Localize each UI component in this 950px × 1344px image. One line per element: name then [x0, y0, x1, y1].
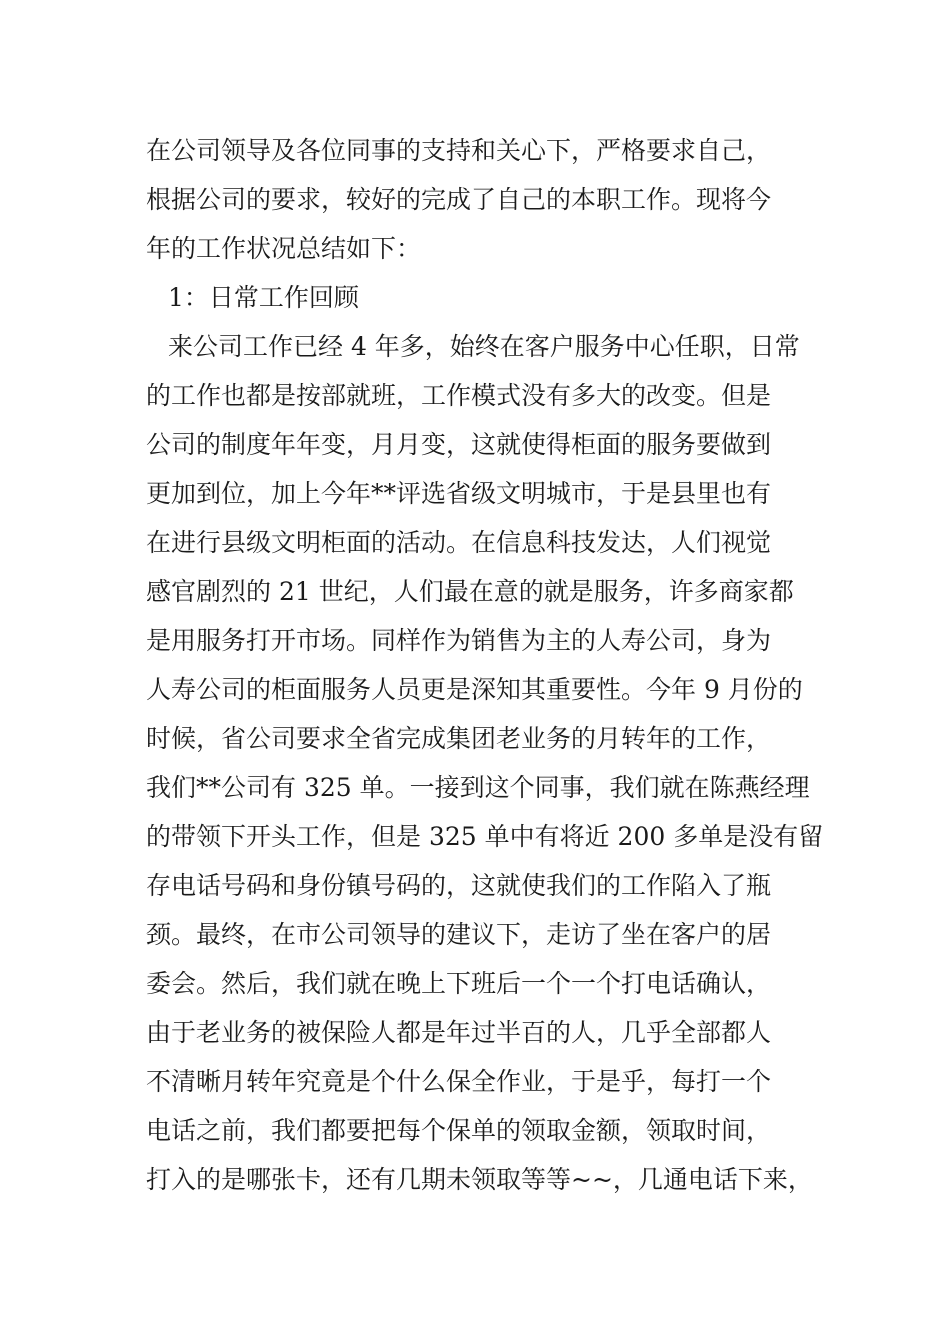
text-line: 不清晰月转年究竟是个什么保全作业，于是乎，每打一个 — [146, 1067, 772, 1096]
text-line: 根据公司的要求，较好的完成了自己的本职工作。现将今 — [146, 185, 772, 214]
text-line: 颈。最终，在市公司领导的建议下，走访了坐在客户的居 — [146, 920, 772, 949]
text-line: 我们**公司有 325 单。一接到这个同事，我们就在陈燕经理 — [146, 773, 810, 802]
text-line: 感官剧烈的 21 世纪，人们最在意的就是服务，许多商家都 — [146, 577, 794, 606]
text-line: 年的工作状况总结如下： — [146, 234, 422, 263]
section-heading: 1：日常工作回顾 — [168, 283, 359, 312]
text-line: 在进行县级文明柜面的活动。在信息科技发达，人们视觉 — [146, 528, 772, 557]
document-body — [146, 126, 826, 1204]
text-line: 来公司工作已经 4 年多，始终在客户服务中心任职，日常 — [168, 332, 800, 361]
text-line: 打入的是哪张卡，还有几期未领取等等~~，几通电话下来， — [146, 1165, 813, 1194]
text-line: 委会。然后，我们就在晚上下班后一个一个打电话确认， — [146, 969, 772, 998]
text-line: 是用服务打开市场。同样作为销售为主的人寿公司，身为 — [146, 626, 772, 655]
text-line: 人寿公司的柜面服务人员更是深知其重要性。今年 9 月份的 — [146, 675, 803, 704]
text-line: 时候，省公司要求全省完成集团老业务的月转年的工作， — [146, 724, 772, 753]
text-line: 电话之前，我们都要把每个保单的领取金额，领取时间， — [146, 1116, 772, 1145]
text-line: 在公司领导及各位同事的支持和关心下，严格要求自己， — [146, 136, 772, 165]
text-line: 的带领下开头工作，但是 325 单中有将近 200 多单是没有留 — [146, 822, 824, 851]
text-line: 的工作也都是按部就班，工作模式没有多大的改变。但是 — [146, 381, 772, 410]
text-line: 公司的制度年年变，月月变，这就使得柜面的服务要做到 — [146, 430, 772, 459]
text-line: 存电话号码和身份镇号码的，这就使我们的工作陷入了瓶 — [146, 871, 772, 900]
text-line: 更加到位，加上今年**评选省级文明城市，于是县里也有 — [146, 479, 772, 508]
text-line: 由于老业务的被保险人都是年过半百的人，几乎全部都人 — [146, 1018, 772, 1047]
